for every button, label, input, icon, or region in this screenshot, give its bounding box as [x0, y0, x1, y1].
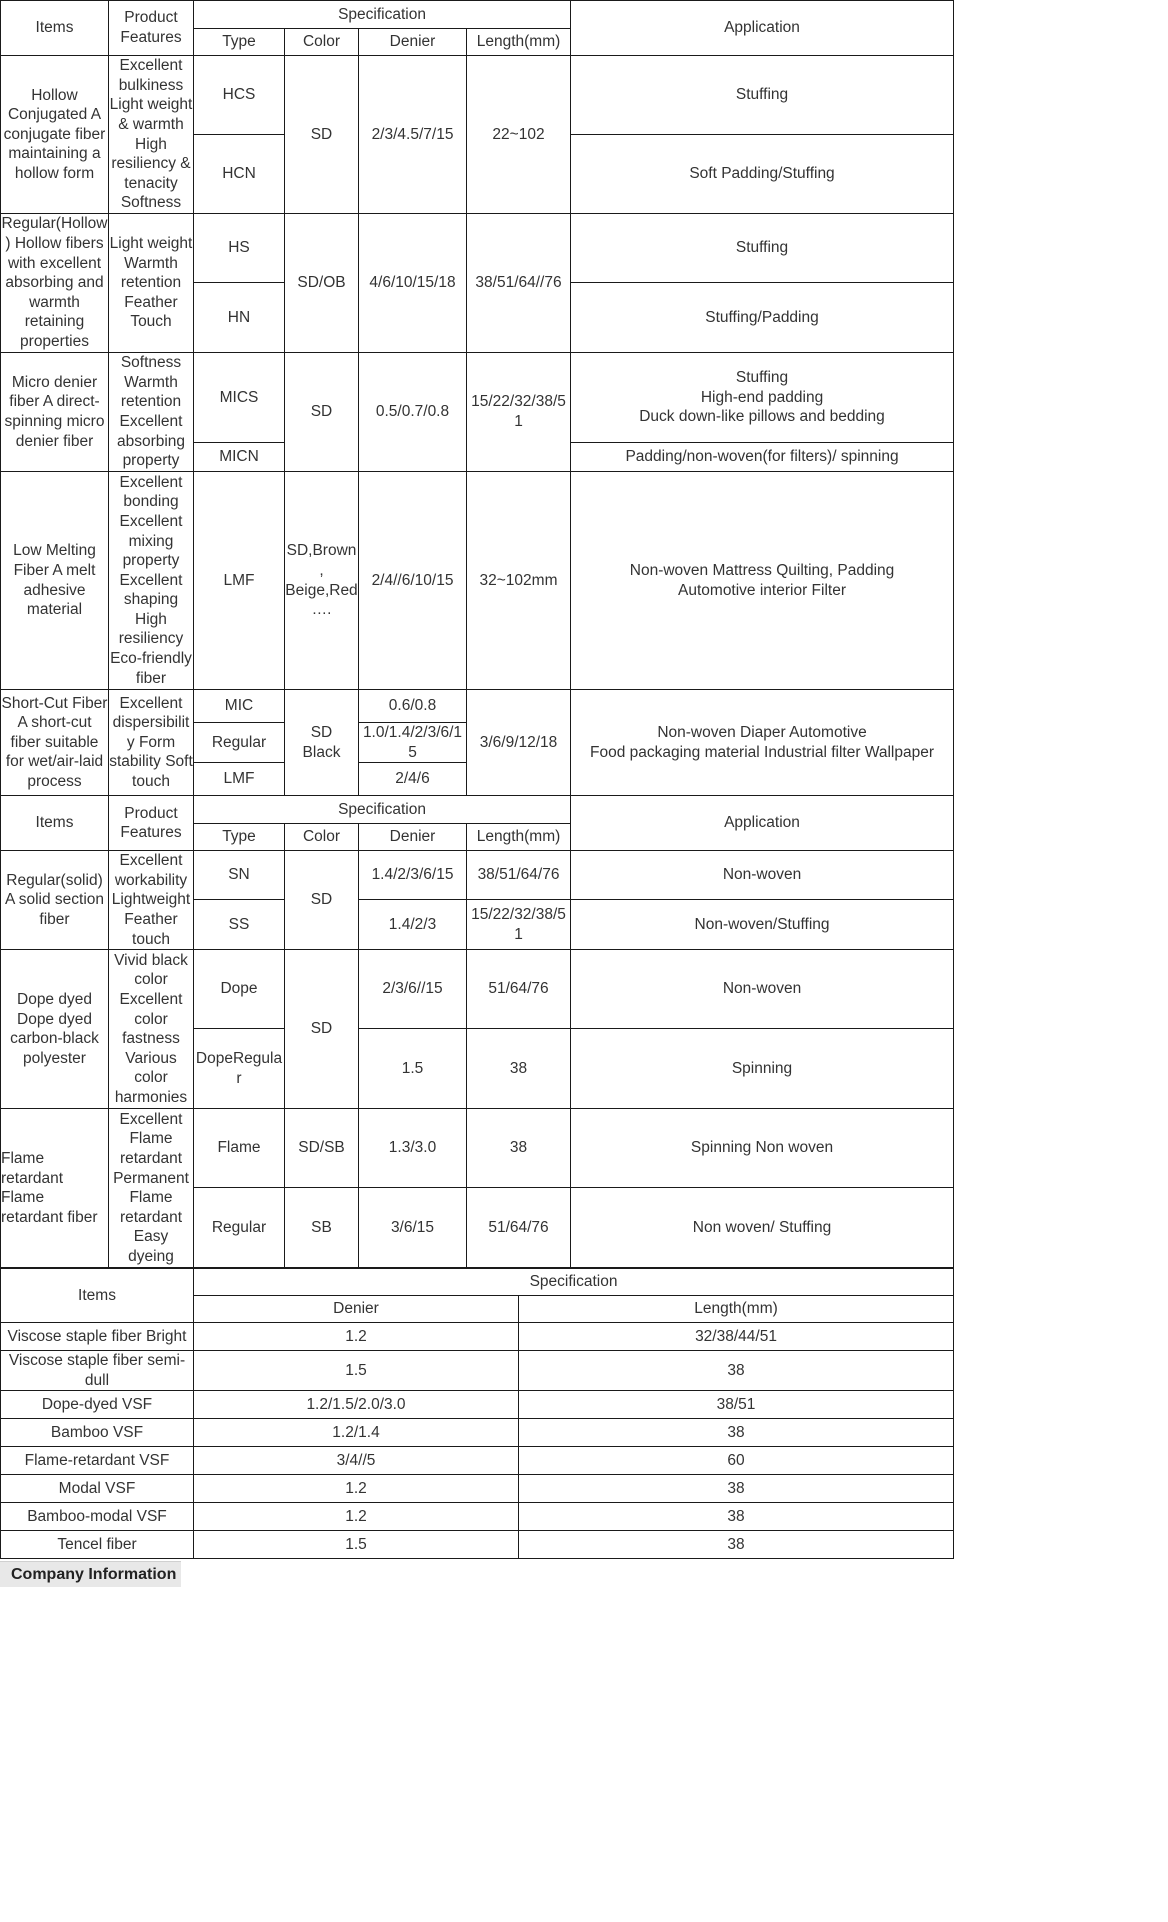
application-cell: Padding/non-woven(for filters)/ spinning: [571, 443, 954, 472]
table-row: [1, 1503, 954, 1531]
table-row: [1, 1323, 954, 1351]
application-cell: Non woven/ Stuffing: [571, 1188, 954, 1268]
denier-cell: 1.5: [359, 1029, 467, 1109]
color-cell: SD/SB: [285, 1109, 359, 1188]
denier-cell: 2/4/6: [359, 763, 467, 796]
denier-cell: 1.5: [194, 1531, 519, 1559]
application-cell: Spinning Non woven: [571, 1109, 954, 1188]
denier-cell: 1.2: [194, 1323, 519, 1351]
table-row: [1, 690, 954, 723]
header-items: Items: [1, 1269, 194, 1323]
application-cell: Stuffing: [571, 56, 954, 135]
item-name: Bamboo-modal VSF: [1, 1503, 194, 1531]
denier-cell: 1.2: [194, 1475, 519, 1503]
header-items: Items: [1, 796, 109, 851]
item-name: Micro denier fiber A direct-spinning micro denier fiber: [1, 353, 109, 472]
header-length: Length(mm): [467, 29, 571, 56]
item-name: Tencel fiber: [1, 1531, 194, 1559]
header-length: Length(mm): [467, 824, 571, 851]
color-cell: SD: [285, 56, 359, 214]
denier-cell: 3/4//5: [194, 1447, 519, 1475]
header-specification: Specification: [194, 796, 571, 824]
denier-cell: 2/3/4.5/7/15: [359, 56, 467, 214]
table-row: [1, 1475, 954, 1503]
application-cell: Spinning: [571, 1029, 954, 1109]
table-row: [1, 851, 954, 900]
denier-cell: 4/6/10/15/18: [359, 214, 467, 353]
product-features: Light weight Warmth retention Feather Touch: [109, 214, 194, 353]
application-cell: Stuffing: [571, 214, 954, 283]
denier-cell: 1.0/1.4/2/3/6/15: [359, 723, 467, 763]
denier-cell: 2/4//6/10/15: [359, 472, 467, 690]
color-cell: SB: [285, 1188, 359, 1268]
type-cell: LMF: [194, 472, 285, 690]
item-name: Hollow Conjugated A conjugate fiber maintaining a hollow form: [1, 56, 109, 214]
denier-cell: 1.2/1.5/2.0/3.0: [194, 1391, 519, 1419]
color-cell: SD: [285, 851, 359, 950]
length-cell: 32~102mm: [467, 472, 571, 690]
color-cell: SD: [285, 950, 359, 1109]
product-features: Softness Warmth retention Excellent absorbing property: [109, 353, 194, 472]
denier-cell: 1.5: [194, 1351, 519, 1391]
header-product-features: Product Features: [109, 796, 194, 851]
header-product-features: Product Features: [109, 1, 194, 56]
length-cell: 38/51/64//76: [467, 214, 571, 353]
header-type: Type: [194, 29, 285, 56]
item-name: Viscose staple fiber semi-dull: [1, 1351, 194, 1391]
application-cell: Stuffing/Padding: [571, 283, 954, 353]
denier-cell: 1.3/3.0: [359, 1109, 467, 1188]
header-denier: Denier: [194, 1296, 519, 1323]
denier-cell: 1.2/1.4: [194, 1419, 519, 1447]
header-color: Color: [285, 29, 359, 56]
length-cell: 38: [519, 1503, 954, 1531]
color-cell: SD/OB: [285, 214, 359, 353]
type-cell: Regular: [194, 1188, 285, 1268]
header-type: Type: [194, 824, 285, 851]
length-cell: 38: [467, 1109, 571, 1188]
denier-cell: 0.6/0.8: [359, 690, 467, 723]
application-cell: Non-woven Mattress Quilting, Padding Automotive interior Filter: [571, 472, 954, 690]
table-row: [1, 353, 954, 443]
length-cell: 38: [467, 1029, 571, 1109]
header-items: Items: [1, 1, 109, 56]
application-cell: Non-woven: [571, 851, 954, 900]
table-row: [1, 56, 954, 135]
type-cell: Flame: [194, 1109, 285, 1188]
company-information-tab[interactable]: Company Information: [0, 1561, 181, 1587]
table-row: [1, 950, 954, 1029]
type-cell: HN: [194, 283, 285, 353]
length-cell: 60: [519, 1447, 954, 1475]
header-length: Length(mm): [519, 1296, 954, 1323]
table-row: [1, 1391, 954, 1419]
denier-cell: 1.4/2/3/6/15: [359, 851, 467, 900]
denier-cell: 0.5/0.7/0.8: [359, 353, 467, 472]
type-cell: MICS: [194, 353, 285, 443]
application-cell: Soft Padding/Stuffing: [571, 135, 954, 214]
length-cell: 38: [519, 1419, 954, 1447]
length-cell: 38/51: [519, 1391, 954, 1419]
length-cell: 15/22/32/38/51: [467, 900, 571, 950]
product-features: Excellent bonding Excellent mixing property Excellent shaping High resiliency Eco-friendly fiber: [109, 472, 194, 690]
item-name: Dope-dyed VSF: [1, 1391, 194, 1419]
specs-table-3: [0, 1268, 954, 1559]
item-name: Viscose staple fiber Bright: [1, 1323, 194, 1351]
application-cell: Non-woven Diaper Automotive Food packaging material Industrial filter Wallpaper: [571, 690, 954, 796]
header-specification: Specification: [194, 1, 571, 29]
denier-cell: 1.2: [194, 1503, 519, 1531]
denier-cell: 2/3/6//15: [359, 950, 467, 1029]
header-denier: Denier: [359, 824, 467, 851]
length-cell: 38: [519, 1475, 954, 1503]
color-cell: SD: [285, 353, 359, 472]
length-cell: 15/22/32/38/51: [467, 353, 571, 472]
color-cell: SD,Brown, Beige,Red ….: [285, 472, 359, 690]
application-cell: Non-woven/Stuffing: [571, 900, 954, 950]
length-cell: 38/51/64/76: [467, 851, 571, 900]
type-cell: DopeRegular: [194, 1029, 285, 1109]
product-features: Excellent dispersibility Form stability Soft touch: [109, 690, 194, 796]
header-denier: Denier: [359, 29, 467, 56]
length-cell: 38: [519, 1351, 954, 1391]
type-cell: HCS: [194, 56, 285, 135]
length-cell: 32/38/44/51: [519, 1323, 954, 1351]
item-name: Regular(solid) A solid section fiber: [1, 851, 109, 950]
item-name: Low Melting Fiber A melt adhesive material: [1, 472, 109, 690]
table-row: [1, 1531, 954, 1559]
color-cell: SD Black: [285, 690, 359, 796]
header-application: Application: [571, 796, 954, 851]
denier-cell: 3/6/15: [359, 1188, 467, 1268]
item-name: Short-Cut Fiber A short-cut fiber suitable for wet/air-laid process: [1, 690, 109, 796]
product-features: Vivid black color Excellent color fastness Various color harmonies: [109, 950, 194, 1109]
type-cell: SN: [194, 851, 285, 900]
product-features: Excellent bulkiness Light weight & warmth High resiliency & tenacity Softness: [109, 56, 194, 214]
table-row: [1, 1419, 954, 1447]
header-application: Application: [571, 1, 954, 56]
type-cell: HS: [194, 214, 285, 283]
item-name: Modal VSF: [1, 1475, 194, 1503]
product-features: Excellent workability Lightweight Feather touch: [109, 851, 194, 950]
header-color: Color: [285, 824, 359, 851]
length-cell: 22~102: [467, 56, 571, 214]
length-cell: 3/6/9/12/18: [467, 690, 571, 796]
type-cell: MICN: [194, 443, 285, 472]
item-name: Flame-retardant VSF: [1, 1447, 194, 1475]
table-row: [1, 1351, 954, 1391]
item-name: Regular(Hollow) Hollow fibers with excellent absorbing and warmth retaining properties: [1, 214, 109, 353]
item-name: Flame retardant Flame retardant fiber: [1, 1109, 109, 1268]
header-specification: Specification: [194, 1269, 954, 1296]
item-name: Bamboo VSF: [1, 1419, 194, 1447]
length-cell: 38: [519, 1531, 954, 1559]
product-features: Excellent Flame retardant Permanent Flame retardant Easy dyeing: [109, 1109, 194, 1268]
type-cell: SS: [194, 900, 285, 950]
type-cell: Regular: [194, 723, 285, 763]
table-row: [1, 1447, 954, 1475]
type-cell: Dope: [194, 950, 285, 1029]
table-row: [1, 472, 954, 690]
table-row: [1, 214, 954, 283]
length-cell: 51/64/76: [467, 1188, 571, 1268]
type-cell: LMF: [194, 763, 285, 796]
table-row: [1, 1109, 954, 1188]
application-cell: Non-woven: [571, 950, 954, 1029]
denier-cell: 1.4/2/3: [359, 900, 467, 950]
type-cell: MIC: [194, 690, 285, 723]
type-cell: HCN: [194, 135, 285, 214]
item-name: Dope dyed Dope dyed carbon-black polyester: [1, 950, 109, 1109]
application-cell: Stuffing High-end padding Duck down-like pillows and bedding: [571, 353, 954, 443]
length-cell: 51/64/76: [467, 950, 571, 1029]
